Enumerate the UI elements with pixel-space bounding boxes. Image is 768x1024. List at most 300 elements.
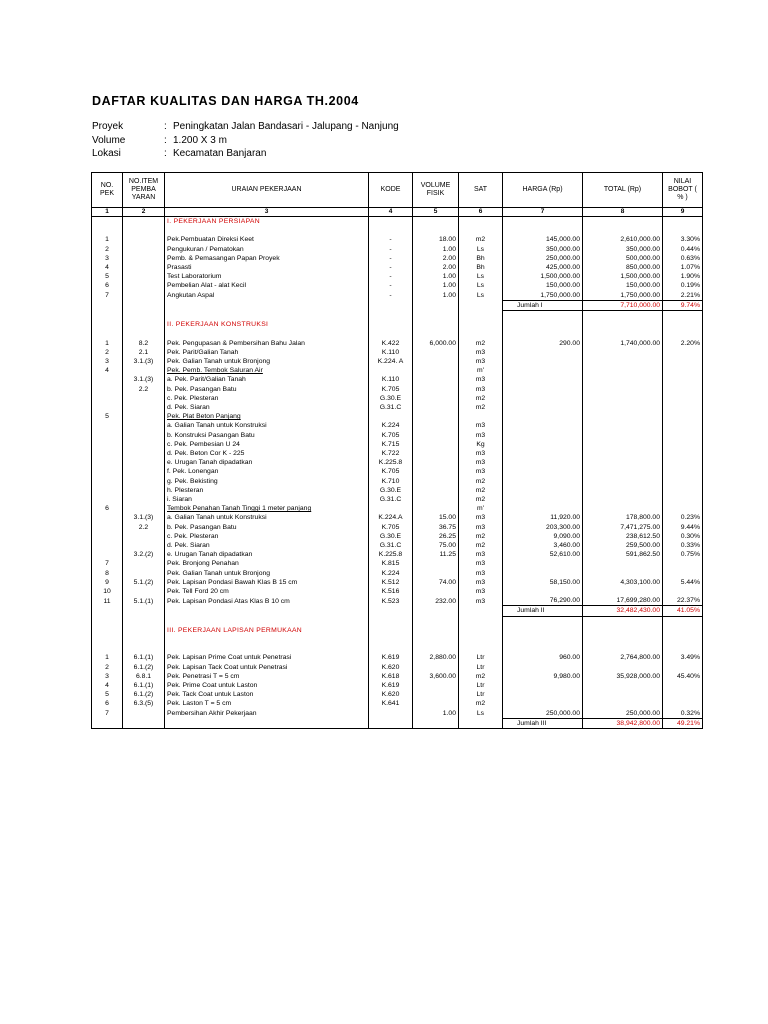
cell-no-item bbox=[123, 569, 165, 578]
cell-empty bbox=[123, 644, 165, 653]
cell-no-pek: 6 bbox=[92, 504, 123, 513]
cell-kode: K.620 bbox=[369, 690, 413, 699]
cell-unit: m3 bbox=[459, 578, 503, 587]
cell-no-item bbox=[123, 245, 165, 254]
location-row: Lokasi : Kecamatan Banjaran bbox=[92, 148, 267, 159]
cell-no-pek bbox=[92, 495, 123, 504]
cell-volume bbox=[413, 477, 459, 486]
cell-total bbox=[583, 412, 663, 421]
cell-empty bbox=[369, 300, 413, 310]
cell-description: Pek. Lapisan Pondasi Atas Klas B 10 cm bbox=[165, 596, 369, 606]
cell-unit: m3 bbox=[459, 569, 503, 578]
cell-empty bbox=[123, 217, 165, 227]
header-bobot: NILAI BOBOT ( % ) bbox=[663, 173, 703, 208]
cell-total bbox=[583, 699, 663, 708]
cell-unit: m2 bbox=[459, 339, 503, 348]
project-info bbox=[92, 120, 399, 161]
table-row bbox=[92, 394, 703, 403]
cell-unit: Bh bbox=[459, 254, 503, 263]
cell-empty bbox=[583, 616, 663, 626]
cell-empty bbox=[459, 616, 503, 626]
cell-unit: m3 bbox=[459, 449, 503, 458]
spacer-row bbox=[92, 329, 703, 338]
cell-total: 2,764,800.00 bbox=[583, 653, 663, 662]
cell-no-item: 8.2 bbox=[123, 339, 165, 348]
cell-no-item: 2.2 bbox=[123, 385, 165, 394]
project-value: Peningkatan Jalan Bandasari - Jalupang - Nanjung bbox=[173, 121, 399, 132]
cell-price: 425,000.00 bbox=[503, 263, 583, 272]
cell-kode bbox=[369, 504, 413, 513]
cell-price: 76,290.00 bbox=[503, 596, 583, 606]
cell-empty bbox=[369, 320, 413, 329]
cell-empty bbox=[92, 217, 123, 227]
cell-empty bbox=[369, 616, 413, 626]
cell-kode: K.224.A bbox=[369, 513, 413, 522]
cell-price bbox=[503, 385, 583, 394]
table-row bbox=[92, 272, 703, 281]
cell-kode: K.110 bbox=[369, 348, 413, 357]
cell-no-pek bbox=[92, 440, 123, 449]
cell-weight: 2.20% bbox=[663, 339, 703, 348]
cell-kode: K.710 bbox=[369, 477, 413, 486]
cell-price bbox=[503, 412, 583, 421]
cell-empty bbox=[413, 329, 459, 338]
cell-no-pek: 6 bbox=[92, 699, 123, 708]
section-row bbox=[92, 626, 703, 635]
cell-empty bbox=[369, 329, 413, 338]
subtotal-row bbox=[92, 300, 703, 310]
cell-empty bbox=[459, 718, 503, 728]
table-row bbox=[92, 672, 703, 681]
col-number: 3 bbox=[165, 208, 369, 217]
cell-empty bbox=[459, 226, 503, 235]
cell-description: Pek. Parit/Galian Tanah bbox=[165, 348, 369, 357]
table-row bbox=[92, 690, 703, 699]
cell-price: 58,150.00 bbox=[503, 578, 583, 587]
cell-unit bbox=[459, 412, 503, 421]
cost-table bbox=[91, 172, 703, 729]
cell-no-item bbox=[123, 291, 165, 301]
cell-empty bbox=[92, 320, 123, 329]
cell-empty bbox=[413, 616, 459, 626]
cell-price bbox=[503, 366, 583, 375]
cell-empty bbox=[663, 616, 703, 626]
table-row bbox=[92, 366, 703, 375]
table-header-row bbox=[92, 173, 703, 208]
cell-unit: Ls bbox=[459, 245, 503, 254]
spacer-row bbox=[92, 311, 703, 321]
cell-kode: K.618 bbox=[369, 672, 413, 681]
cell-total bbox=[583, 663, 663, 672]
cell-empty bbox=[165, 311, 369, 321]
cell-unit: m3 bbox=[459, 596, 503, 606]
cell-unit: Ls bbox=[459, 281, 503, 290]
cell-volume bbox=[413, 412, 459, 421]
cell-kode: - bbox=[369, 263, 413, 272]
cell-empty bbox=[663, 644, 703, 653]
cell-no-pek bbox=[92, 467, 123, 476]
cell-description: Pembersihan Akhir Pekerjaan bbox=[165, 709, 369, 719]
table-row bbox=[92, 449, 703, 458]
cell-empty bbox=[583, 320, 663, 329]
cell-empty bbox=[413, 300, 459, 310]
header-uraian: URAIAN PEKERJAAN bbox=[165, 173, 369, 208]
cell-empty bbox=[503, 217, 583, 227]
cell-unit: m2 bbox=[459, 699, 503, 708]
cell-no-pek bbox=[92, 550, 123, 559]
cell-price bbox=[503, 486, 583, 495]
cell-volume bbox=[413, 587, 459, 596]
cell-description: b. Konstruksi Pasangan Batu bbox=[165, 431, 369, 440]
cell-total: 591,862.50 bbox=[583, 550, 663, 559]
cell-no-pek: 1 bbox=[92, 235, 123, 244]
cell-price: 960.00 bbox=[503, 653, 583, 662]
cell-unit: m2 bbox=[459, 394, 503, 403]
cell-no-item bbox=[123, 263, 165, 272]
cell-empty bbox=[459, 606, 503, 616]
cell-no-item bbox=[123, 412, 165, 421]
cell-unit: Ltr bbox=[459, 690, 503, 699]
cell-price: 350,000.00 bbox=[503, 245, 583, 254]
cell-empty bbox=[165, 616, 369, 626]
column-number-row bbox=[92, 208, 703, 217]
cell-weight bbox=[663, 467, 703, 476]
cell-kode: K.722 bbox=[369, 449, 413, 458]
cell-volume bbox=[413, 394, 459, 403]
cell-no-item bbox=[123, 366, 165, 375]
cell-empty bbox=[123, 300, 165, 310]
cell-no-item bbox=[123, 449, 165, 458]
cell-total bbox=[583, 458, 663, 467]
cell-empty bbox=[583, 635, 663, 644]
cell-total: 7,471,275.00 bbox=[583, 523, 663, 532]
cell-total bbox=[583, 681, 663, 690]
cell-empty bbox=[503, 320, 583, 329]
cell-empty bbox=[459, 320, 503, 329]
col-number: 6 bbox=[459, 208, 503, 217]
cell-empty bbox=[369, 635, 413, 644]
cell-total bbox=[583, 421, 663, 430]
cell-total: 500,000.00 bbox=[583, 254, 663, 263]
cell-description: Test Laboratorium bbox=[165, 272, 369, 281]
subtotal-weight: 49.21% bbox=[663, 718, 703, 728]
cell-no-pek bbox=[92, 385, 123, 394]
cell-no-item: 6.3.(5) bbox=[123, 699, 165, 708]
cell-weight bbox=[663, 449, 703, 458]
col-number: 7 bbox=[503, 208, 583, 217]
cell-no-item: 2.2 bbox=[123, 523, 165, 532]
cell-no-pek: 9 bbox=[92, 578, 123, 587]
header-total: TOTAL (Rp) bbox=[583, 173, 663, 208]
cell-empty bbox=[503, 635, 583, 644]
cell-description: Pek. Tell Ford 20 cm bbox=[165, 587, 369, 596]
table-row bbox=[92, 541, 703, 550]
table-row bbox=[92, 403, 703, 412]
cell-empty bbox=[583, 311, 663, 321]
cell-price bbox=[503, 663, 583, 672]
cell-unit: m3 bbox=[459, 467, 503, 476]
cell-empty bbox=[459, 217, 503, 227]
cell-kode: K.225.8 bbox=[369, 550, 413, 559]
cell-no-item bbox=[123, 403, 165, 412]
cell-weight bbox=[663, 495, 703, 504]
cell-no-pek: 5 bbox=[92, 272, 123, 281]
subtotal-label: Jumlah I bbox=[503, 300, 583, 310]
cell-volume bbox=[413, 699, 459, 708]
cell-volume: 1.00 bbox=[413, 281, 459, 290]
cell-no-pek bbox=[92, 513, 123, 522]
table-row bbox=[92, 263, 703, 272]
cell-volume: 36.75 bbox=[413, 523, 459, 532]
cell-total bbox=[583, 449, 663, 458]
cell-no-pek: 6 bbox=[92, 281, 123, 290]
cell-no-pek: 7 bbox=[92, 559, 123, 568]
cell-unit: m2 bbox=[459, 235, 503, 244]
subtotal-weight: 41.05% bbox=[663, 606, 703, 616]
header-volume: VOLUME FISIK bbox=[413, 173, 459, 208]
cell-description: a. Galian Tanah untuk Konstruksi bbox=[165, 513, 369, 522]
cell-empty bbox=[459, 644, 503, 653]
cell-empty bbox=[165, 300, 369, 310]
cell-empty bbox=[413, 320, 459, 329]
cell-weight bbox=[663, 412, 703, 421]
cell-no-pek: 3 bbox=[92, 357, 123, 366]
cell-price bbox=[503, 690, 583, 699]
cell-weight: 22.37% bbox=[663, 596, 703, 606]
cell-empty bbox=[663, 320, 703, 329]
cell-volume bbox=[413, 440, 459, 449]
cell-no-pek: 5 bbox=[92, 412, 123, 421]
cell-description: Angkutan Aspal bbox=[165, 291, 369, 301]
cell-no-pek bbox=[92, 523, 123, 532]
cell-price: 1,500,000.00 bbox=[503, 272, 583, 281]
cell-no-pek: 7 bbox=[92, 291, 123, 301]
cell-empty bbox=[459, 311, 503, 321]
cell-no-pek bbox=[92, 458, 123, 467]
cell-weight bbox=[663, 699, 703, 708]
cell-description: d. Pek. Siaran bbox=[165, 403, 369, 412]
table-row bbox=[92, 339, 703, 348]
cell-kode: - bbox=[369, 254, 413, 263]
cell-price: 150,000.00 bbox=[503, 281, 583, 290]
cell-price: 290.00 bbox=[503, 339, 583, 348]
cell-volume bbox=[413, 458, 459, 467]
cell-weight: 0.30% bbox=[663, 532, 703, 541]
cell-total: 1,500,000.00 bbox=[583, 272, 663, 281]
col-number: 4 bbox=[369, 208, 413, 217]
volume-label: Volume bbox=[92, 134, 126, 146]
cell-weight bbox=[663, 587, 703, 596]
cell-kode: K.422 bbox=[369, 339, 413, 348]
cell-no-item bbox=[123, 477, 165, 486]
cell-volume: 2,880.00 bbox=[413, 653, 459, 662]
cell-total: 178,800.00 bbox=[583, 513, 663, 522]
table-row bbox=[92, 421, 703, 430]
table-row bbox=[92, 385, 703, 394]
cell-total: 1,750,000.00 bbox=[583, 291, 663, 301]
table-row bbox=[92, 458, 703, 467]
cell-total bbox=[583, 431, 663, 440]
cell-empty bbox=[413, 644, 459, 653]
cell-description: Pembelian Alat - alat Kecil bbox=[165, 281, 369, 290]
cell-total bbox=[583, 587, 663, 596]
cell-price: 9,980.00 bbox=[503, 672, 583, 681]
table-row bbox=[92, 348, 703, 357]
cell-kode: G.30.E bbox=[369, 486, 413, 495]
cell-empty bbox=[459, 635, 503, 644]
cell-empty bbox=[459, 626, 503, 635]
section-title: II. PEKERJAAN KONSTRUKSI bbox=[165, 320, 369, 329]
table-row bbox=[92, 569, 703, 578]
cell-empty bbox=[92, 311, 123, 321]
cell-price: 250,000.00 bbox=[503, 709, 583, 719]
project-row: Proyek : Peningkatan Jalan Bandasari - Jalupang - Nanjung bbox=[92, 121, 399, 132]
cell-price bbox=[503, 504, 583, 513]
cell-total: 850,000.00 bbox=[583, 263, 663, 272]
subtotal-label: Jumlah III bbox=[503, 718, 583, 728]
cell-volume bbox=[413, 486, 459, 495]
cell-no-item bbox=[123, 281, 165, 290]
cell-volume bbox=[413, 449, 459, 458]
section-title: I. PEKERJAAN PERSIAPAN bbox=[165, 217, 369, 227]
cell-kode: G.30.E bbox=[369, 532, 413, 541]
cell-empty bbox=[503, 226, 583, 235]
cell-no-pek bbox=[92, 477, 123, 486]
cell-kode: K.619 bbox=[369, 653, 413, 662]
table-row bbox=[92, 281, 703, 290]
cell-weight bbox=[663, 681, 703, 690]
cell-description: c. Pek. Plesteran bbox=[165, 532, 369, 541]
col-number: 8 bbox=[583, 208, 663, 217]
cell-empty bbox=[123, 311, 165, 321]
cell-empty bbox=[583, 217, 663, 227]
cell-volume: 2.00 bbox=[413, 254, 459, 263]
cell-unit: m3 bbox=[459, 559, 503, 568]
cell-kode: - bbox=[369, 235, 413, 244]
cell-no-pek bbox=[92, 431, 123, 440]
cell-no-pek bbox=[92, 486, 123, 495]
cell-price bbox=[503, 394, 583, 403]
cell-empty bbox=[413, 217, 459, 227]
cell-empty bbox=[413, 626, 459, 635]
cell-description: b. Pek. Pasangan Batu bbox=[165, 385, 369, 394]
cell-weight bbox=[663, 431, 703, 440]
cell-weight: 9.44% bbox=[663, 523, 703, 532]
cell-no-item: 6.8.1 bbox=[123, 672, 165, 681]
table-row bbox=[92, 467, 703, 476]
header-kode: KODE bbox=[369, 173, 413, 208]
cell-kode: K.705 bbox=[369, 431, 413, 440]
cell-no-item bbox=[123, 541, 165, 550]
cell-empty bbox=[92, 606, 123, 616]
cell-description: Prasasti bbox=[165, 263, 369, 272]
cell-weight: 0.75% bbox=[663, 550, 703, 559]
cell-price: 3,460.00 bbox=[503, 541, 583, 550]
cell-volume bbox=[413, 348, 459, 357]
cell-volume bbox=[413, 681, 459, 690]
cell-unit: m' bbox=[459, 366, 503, 375]
cell-volume: 1.00 bbox=[413, 291, 459, 301]
subtotal-total: 32,482,430.00 bbox=[583, 606, 663, 616]
cell-no-item: 3.1.(3) bbox=[123, 357, 165, 366]
cell-description: Pek. Prime Coat untuk Laston bbox=[165, 681, 369, 690]
cell-price bbox=[503, 431, 583, 440]
cell-weight: 1.90% bbox=[663, 272, 703, 281]
cell-volume bbox=[413, 421, 459, 430]
cell-volume bbox=[413, 366, 459, 375]
cell-total: 4,303,100.00 bbox=[583, 578, 663, 587]
cell-empty bbox=[369, 644, 413, 653]
cell-volume bbox=[413, 690, 459, 699]
cell-description: b. Pek. Pasangan Batu bbox=[165, 523, 369, 532]
cell-volume bbox=[413, 431, 459, 440]
spacer-row bbox=[92, 644, 703, 653]
cell-no-item bbox=[123, 235, 165, 244]
cell-empty bbox=[165, 226, 369, 235]
cell-weight bbox=[663, 357, 703, 366]
spacer-row bbox=[92, 226, 703, 235]
cell-price bbox=[503, 467, 583, 476]
cell-kode: G.30.E bbox=[369, 394, 413, 403]
cell-price bbox=[503, 569, 583, 578]
cell-unit: m2 bbox=[459, 541, 503, 550]
cell-no-pek: 8 bbox=[92, 569, 123, 578]
cell-unit: m3 bbox=[459, 513, 503, 522]
cell-description: Pek. Penetrasi T = 5 cm bbox=[165, 672, 369, 681]
cell-total: 150,000.00 bbox=[583, 281, 663, 290]
cell-weight: 0.63% bbox=[663, 254, 703, 263]
cell-price: 250,000.00 bbox=[503, 254, 583, 263]
subtotal-total: 38,942,800.00 bbox=[583, 718, 663, 728]
cell-volume: 18.00 bbox=[413, 235, 459, 244]
cell-unit: Ltr bbox=[459, 663, 503, 672]
cell-empty bbox=[369, 226, 413, 235]
cell-description: Pengukuran / Pematokan bbox=[165, 245, 369, 254]
table-row bbox=[92, 596, 703, 606]
cell-description: i. Siaran bbox=[165, 495, 369, 504]
table-row bbox=[92, 235, 703, 244]
cell-kode: G.31.C bbox=[369, 495, 413, 504]
cell-description: Pek. Lapisan Prime Coat untuk Penetrasi bbox=[165, 653, 369, 662]
table-row bbox=[92, 578, 703, 587]
cell-kode bbox=[369, 412, 413, 421]
cell-total bbox=[583, 394, 663, 403]
spacer-row bbox=[92, 616, 703, 626]
cell-price: 145,000.00 bbox=[503, 235, 583, 244]
cell-volume: 1.00 bbox=[413, 272, 459, 281]
cell-description: Pek. Galian Tanah untuk Bronjong bbox=[165, 357, 369, 366]
cell-unit: m3 bbox=[459, 385, 503, 394]
cell-empty bbox=[503, 311, 583, 321]
cell-price bbox=[503, 477, 583, 486]
cell-empty bbox=[92, 329, 123, 338]
cell-weight bbox=[663, 366, 703, 375]
table-row bbox=[92, 431, 703, 440]
cell-empty bbox=[123, 329, 165, 338]
cell-price bbox=[503, 699, 583, 708]
table-row bbox=[92, 495, 703, 504]
table-row bbox=[92, 440, 703, 449]
cell-description: h. Plesteran bbox=[165, 486, 369, 495]
cell-no-item bbox=[123, 532, 165, 541]
cell-total bbox=[583, 495, 663, 504]
cell-unit: Ltr bbox=[459, 653, 503, 662]
cell-weight: 3.30% bbox=[663, 235, 703, 244]
cell-no-item: 5.1.(1) bbox=[123, 596, 165, 606]
cell-empty bbox=[459, 329, 503, 338]
cell-description: Tembok Penahan Tanah Tinggi 1 meter panjang bbox=[165, 504, 369, 513]
cell-description: g. Pek. Bekisting bbox=[165, 477, 369, 486]
